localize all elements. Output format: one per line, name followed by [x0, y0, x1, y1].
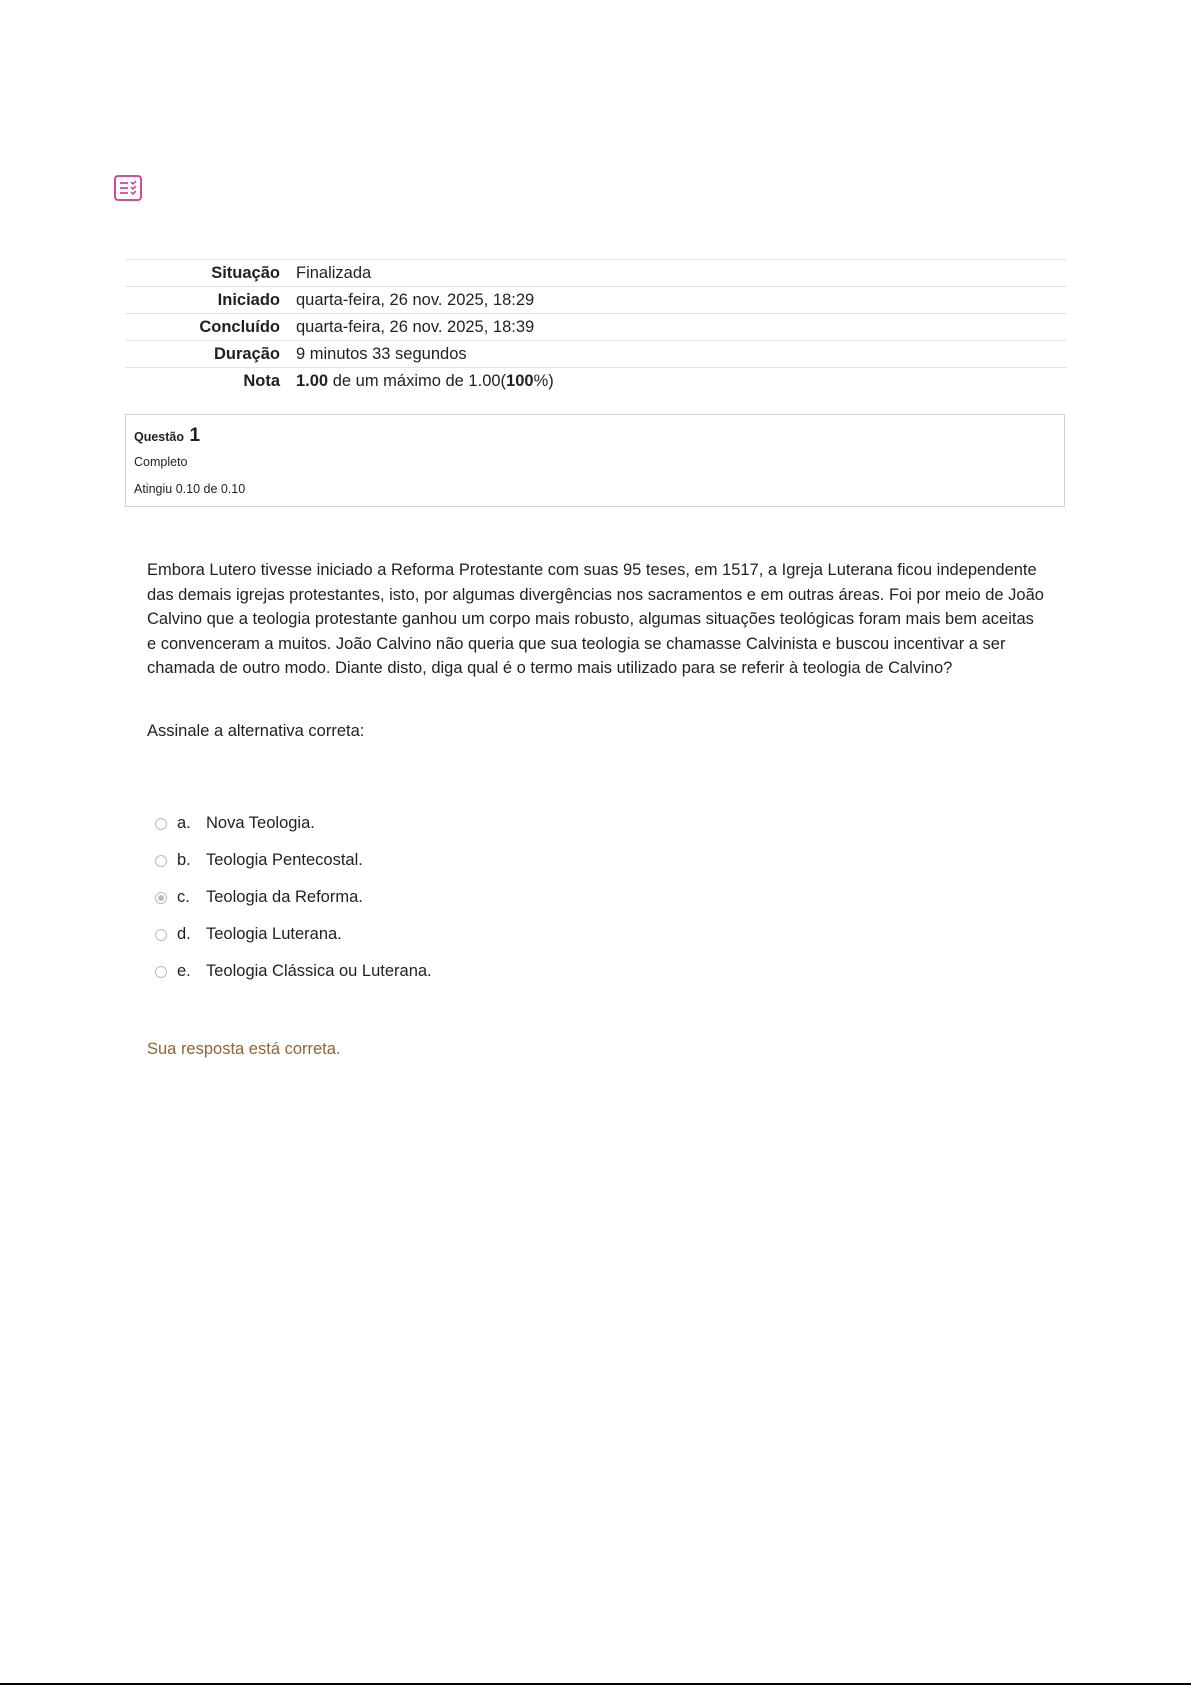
answer-list: [155, 805, 432, 990]
answer-letter: b.: [177, 851, 191, 869]
grade-score: 1.00: [296, 371, 329, 390]
summary-value: quarta-feira, 26 nov. 2025, 18:39: [296, 317, 535, 336]
answer-option[interactable]: [155, 953, 432, 990]
answer-text: Teologia Clássica ou Luterana.: [206, 962, 432, 980]
summary-row: [125, 260, 1067, 287]
summary-value: quarta-feira, 26 nov. 2025, 18:29: [296, 290, 535, 309]
summary-label: Iniciado: [217, 290, 280, 309]
grade-value: [296, 368, 1067, 395]
answer-letter: a.: [177, 814, 191, 832]
grade-label: Nota: [243, 371, 280, 390]
answer-text: Teologia Luterana.: [206, 925, 342, 943]
answer-option[interactable]: [155, 879, 432, 916]
summary-value: 9 minutos 33 segundos: [296, 344, 467, 363]
radio-icon[interactable]: [155, 929, 167, 941]
answer-text: Teologia da Reforma.: [206, 888, 363, 906]
attempt-summary-table: [125, 259, 1067, 394]
quiz-icon: [114, 175, 142, 201]
answer-option[interactable]: [155, 916, 432, 953]
summary-label: Situação: [211, 263, 280, 282]
answer-option[interactable]: [155, 842, 432, 879]
radio-icon[interactable]: [155, 966, 167, 978]
summary-row: [125, 314, 1067, 341]
summary-label: Duração: [213, 344, 280, 363]
answer-letter: c.: [177, 888, 190, 906]
answer-text: Nova Teologia.: [206, 814, 315, 832]
grade-middle: de um máximo de 1.00(: [328, 371, 507, 390]
feedback-correct: Sua resposta está correta.: [147, 1040, 341, 1058]
summary-row-grade: [125, 368, 1067, 395]
answer-letter: d.: [177, 925, 191, 943]
grade-suffix: %): [533, 371, 554, 390]
question-number: 1: [189, 425, 201, 446]
summary-row: [125, 341, 1067, 368]
question-info-box: [125, 414, 1065, 507]
answer-text: Teologia Pentecostal.: [206, 851, 363, 869]
question-prompt: Assinale a alternativa correta:: [147, 722, 365, 740]
answer-option[interactable]: [155, 805, 432, 842]
summary-label: Concluído: [199, 317, 280, 336]
radio-icon[interactable]: [155, 818, 167, 830]
answer-letter: e.: [177, 962, 191, 980]
question-mark: Atingiu 0.10 de 0.10: [134, 482, 246, 496]
radio-icon[interactable]: [155, 855, 167, 867]
question-label: Questão: [134, 430, 185, 444]
summary-row: [125, 287, 1067, 314]
question-number-line: [134, 425, 1056, 447]
question-text: Embora Lutero tivesse iniciado a Reforma Protestante com suas 95 teses, em 1517, a Igreja Luterana ficou independente das demais igrejas protestantes, isto, por algumas divergências nos sacramentos e em outras áreas. Foi por meio de João Calvino que a teologia protestante ganhou um corpo mais robusto, algumas situações teológicas foram mais bem aceitas e convenceram a muitos. João Calvino não queria que sua teologia se chamasse Calvinista e buscou incentivar a ser chamada de outro modo. Diante disto, diga qual é o termo mais utilizado para se referir à teologia de Calvino?: [147, 561, 1044, 677]
summary-value: Finalizada: [296, 263, 372, 282]
radio-selected-icon[interactable]: [155, 892, 167, 904]
grade-percent: 100: [506, 371, 534, 390]
question-state: Completo: [134, 455, 188, 469]
